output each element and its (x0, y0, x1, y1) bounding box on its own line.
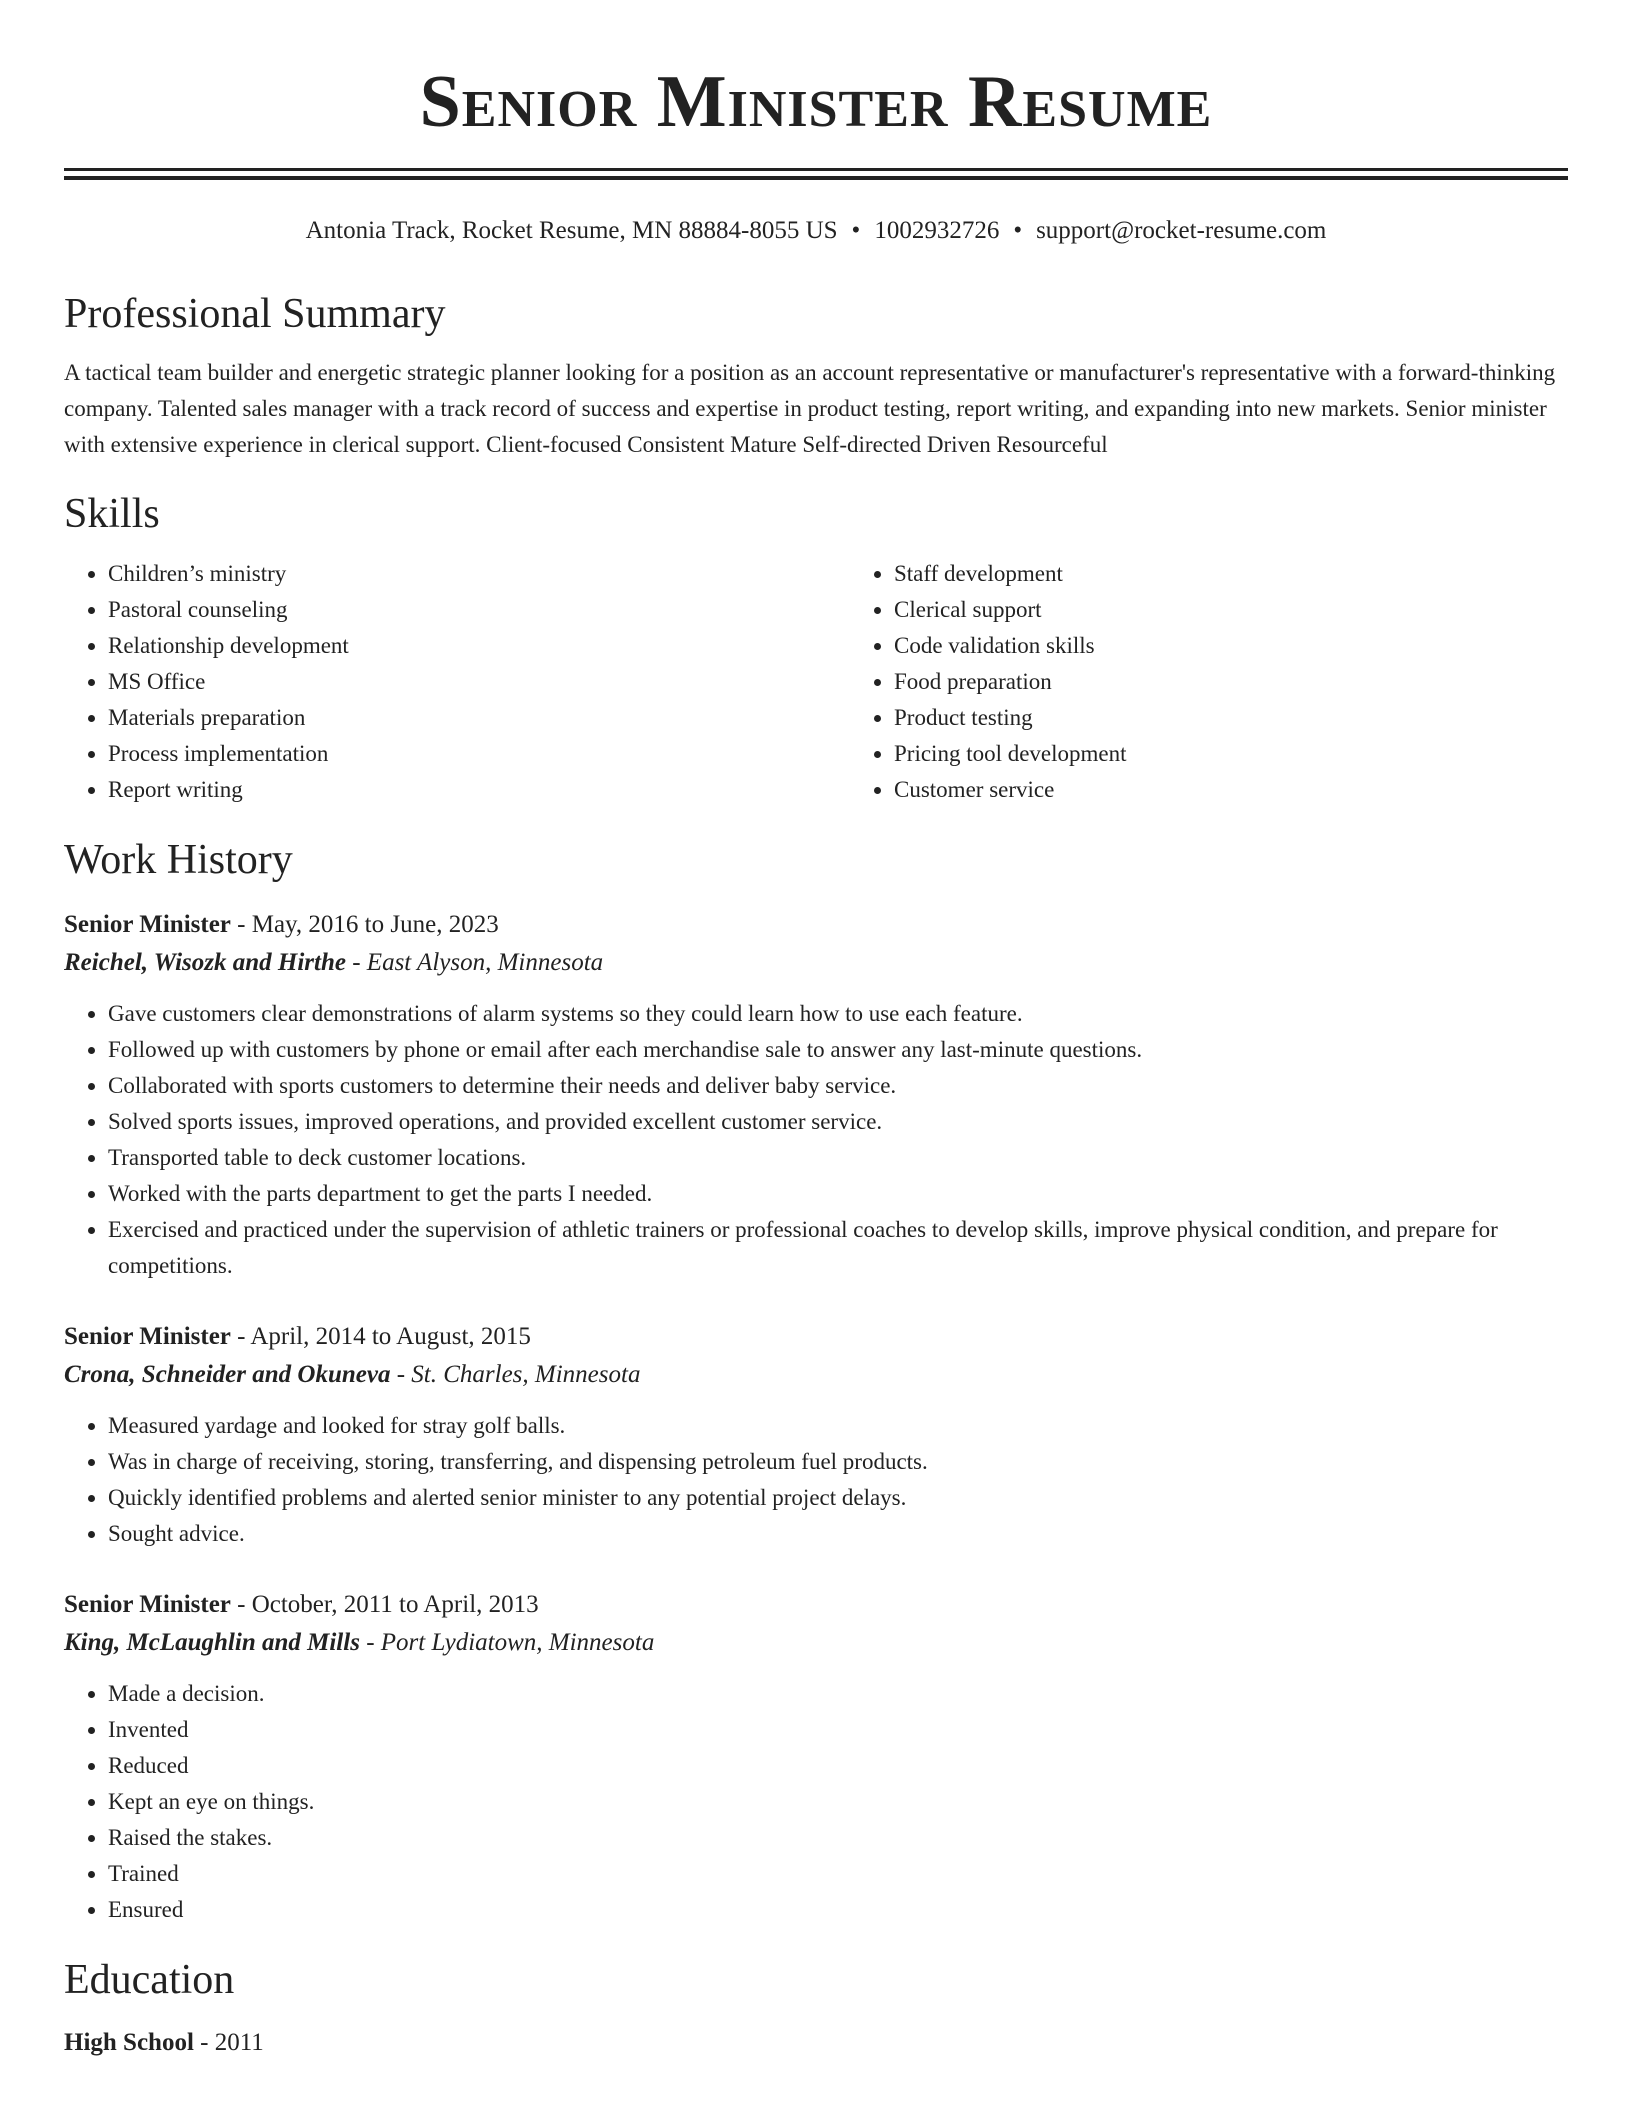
skill-item: • Product testing (894, 700, 1632, 736)
skill-item: • Children’s ministry (108, 556, 850, 592)
job-bullet: • Sought advice. (108, 1516, 1568, 1552)
contact-separator: • (851, 217, 861, 244)
skill-item: • Code validation skills (894, 628, 1632, 664)
job-bullet: • Worked with the parts department to get the parts I needed. (108, 1176, 1568, 1212)
work-history-heading: Work History (64, 837, 293, 883)
summary-heading: Professional Summary (64, 291, 446, 337)
job-bullet: • Transported table to deck customer locations. (108, 1140, 1568, 1176)
job-bullets (64, 1408, 1568, 1552)
job-bullet: • Raised the stakes. (108, 1820, 1568, 1856)
resume-title: Senior Minister Resume (419, 61, 1213, 143)
skill-item: • Pastoral counseling (108, 592, 850, 628)
job-bullet: • Solved sports issues, improved operations, and provided excellent customer service. (108, 1104, 1568, 1140)
job-bullet: • Trained (108, 1856, 1568, 1892)
company-line (64, 1624, 1568, 1662)
job-bullet: • Exercised and practiced under the supervision of athletic trainers or professional coaches to develop skills, improve physical condition, and prepare for competitions. (108, 1212, 1568, 1284)
skills-heading: Skills (64, 491, 160, 537)
job-bullet: • Collaborated with sports customers to determine their needs and deliver baby service. (108, 1068, 1568, 1104)
contact-address: Antonia Track, Rocket Resume, MN 88884-8055 US (305, 217, 838, 244)
job-bullet: • Measured yardage and looked for stray golf balls. (108, 1408, 1568, 1444)
contact-separator: • (1013, 217, 1023, 244)
skills-list-right (850, 556, 1632, 808)
company-name: Crona, Schneider and Okuneva (64, 1361, 391, 1388)
job-entry (64, 1318, 1568, 1552)
job-entry (64, 1586, 1568, 1928)
skill-item: • Pricing tool development (894, 736, 1632, 772)
summary-text: A tactical team builder and energetic strategic planner looking for a position as an account representative or manufacturer's representative with a forward-thinking company. Talented sales manager with a track record of success and expertise in product testing, report writing, and expanding into new markets. Senior minister with extensive experience in clerical support. Client-focused Consistent Mature Self-directed Driven Resourceful (64, 360, 1556, 457)
job-bullets (64, 996, 1568, 1284)
company-line (64, 944, 1568, 982)
company-location: - Port Lydiatown, Minnesota (359, 1629, 655, 1656)
skills-columns (64, 556, 1568, 808)
skill-item: • Report writing (108, 772, 850, 808)
job-bullet: • Reduced (108, 1748, 1568, 1784)
job-title: Senior Minister (64, 1591, 231, 1618)
contact-email: support@rocket-resume.com (1036, 217, 1327, 244)
education-heading: Education (64, 1957, 235, 2003)
skill-item: • Clerical support (894, 592, 1632, 628)
job-dates: - May, 2016 to June, 2023 (230, 911, 499, 938)
company-name: Reichel, Wisozk and Hirthe (64, 949, 346, 976)
job-title: Senior Minister (64, 1323, 231, 1350)
title-rule-bottom (64, 176, 1568, 180)
skills-list-left (64, 556, 850, 808)
skill-item: • Food preparation (894, 664, 1632, 700)
company-location: - East Alyson, Minnesota (345, 949, 604, 976)
job-bullet: • Ensured (108, 1892, 1568, 1928)
skill-item: • Relationship development (108, 628, 850, 664)
skill-item: • Staff development (894, 556, 1632, 592)
title-rule-top (64, 168, 1568, 171)
education-year: - 2011 (193, 2029, 264, 2056)
education-entry (64, 2024, 1568, 2062)
job-entry (64, 906, 1568, 1284)
job-bullet: • Quickly identified problems and alerted senior minister to any potential project delays. (108, 1480, 1568, 1516)
job-title-line (64, 1586, 1568, 1624)
job-bullet: • Followed up with customers by phone or email after each merchandise sale to answer any last-minute questions. (108, 1032, 1568, 1068)
job-title-line (64, 906, 1568, 944)
job-bullet: • Kept an eye on things. (108, 1784, 1568, 1820)
job-bullet: • Was in charge of receiving, storing, transferring, and dispensing petroleum fuel products. (108, 1444, 1568, 1480)
company-location: - St. Charles, Minnesota (390, 1361, 641, 1388)
skill-item: • MS Office (108, 664, 850, 700)
education-degree: High School (64, 2029, 194, 2056)
company-line (64, 1356, 1568, 1394)
job-dates: - October, 2011 to April, 2013 (230, 1591, 539, 1618)
job-title: Senior Minister (64, 911, 231, 938)
job-bullet: • Invented (108, 1712, 1568, 1748)
job-bullet: • Gave customers clear demonstrations of alarm systems so they could learn how to use each feature. (108, 996, 1568, 1032)
contact-line (64, 214, 1568, 248)
company-name: King, McLaughlin and Mills (64, 1629, 360, 1656)
job-bullet: • Made a decision. (108, 1676, 1568, 1712)
skill-item: • Process implementation (108, 736, 850, 772)
job-dates: - April, 2014 to August, 2015 (230, 1323, 531, 1350)
job-bullets (64, 1676, 1568, 1928)
contact-phone: 1002932726 (874, 217, 1000, 244)
skill-item: • Materials preparation (108, 700, 850, 736)
job-title-line (64, 1318, 1568, 1356)
skill-item: • Customer service (894, 772, 1632, 808)
